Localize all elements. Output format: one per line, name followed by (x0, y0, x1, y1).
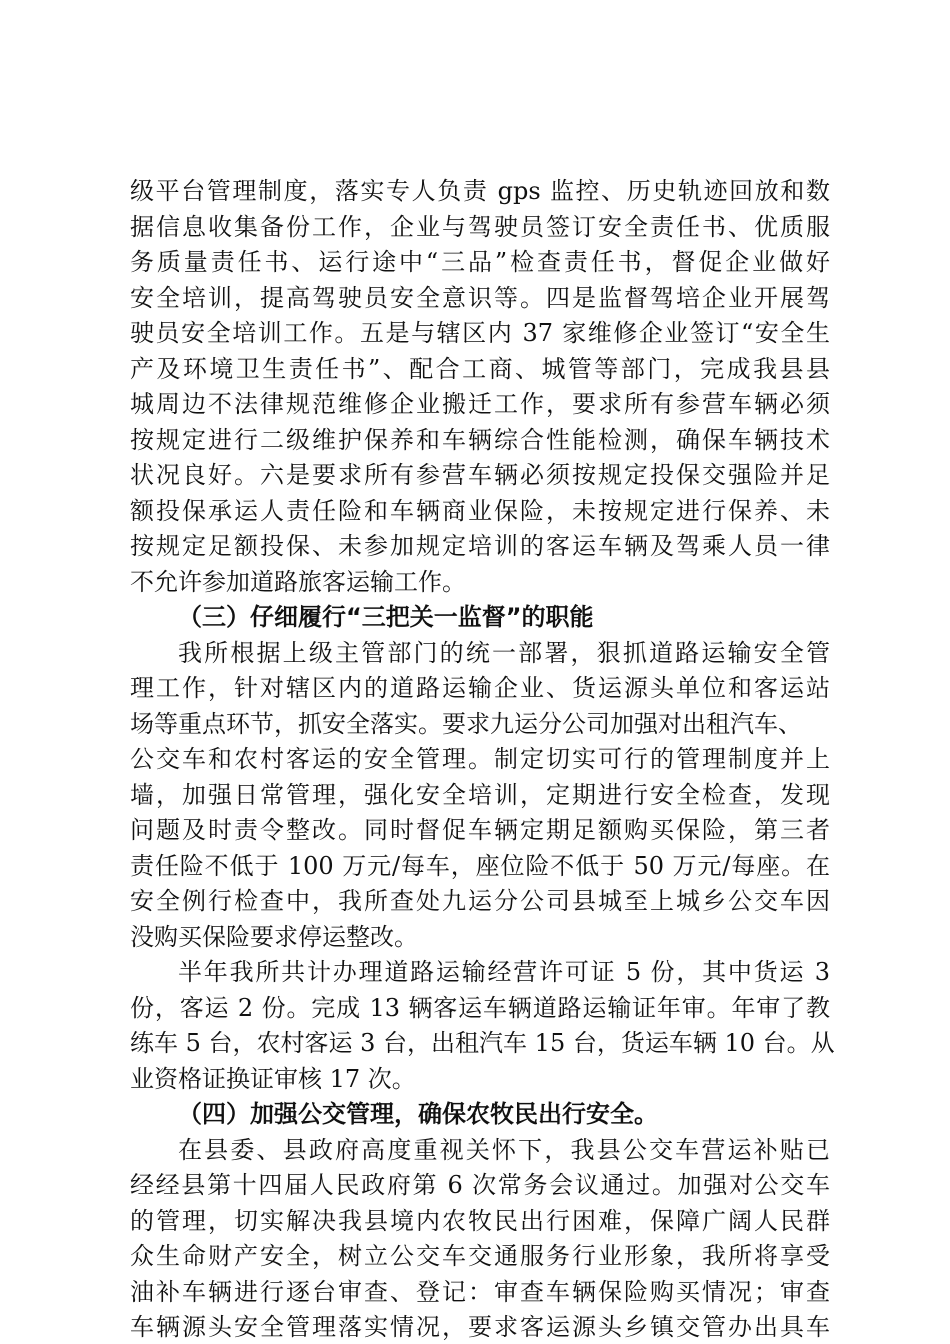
paragraph-line: 的管理，切实解决我县境内农牧民出行困难，保障广阔人民群 (130, 1207, 830, 1235)
paragraph-line: 我所根据上级主管部门的统一部署，狠抓道路运输安全管 (178, 639, 830, 667)
paragraph-line: 据信息收集备份工作，企业与驾驶员签订安全责任书、优质服 (130, 213, 830, 241)
paragraph-line: 驶员安全培训工作。五是与辖区内 37 家维修企业签订“安全生 (130, 319, 830, 347)
paragraph-line: 城周边不法律规范维修企业搬迁工作，要求所有参营车辆必须 (130, 390, 830, 418)
paragraph-line: 业资格证换证审核 17 次。 (130, 1065, 416, 1093)
paragraph-line: 车辆源头安全管理落实情况，要求客运源头乡镇交管办出具车 (130, 1313, 830, 1341)
paragraph-line: 在县委、县政府高度重视关怀下，我县公交车营运补贴已 (178, 1136, 830, 1164)
paragraph-line: 练车 5 台，农村客运 3 台，出租汽车 15 台，货运车辆 10 台。从 (130, 1029, 835, 1057)
paragraph-line: 按规定进行二级维护保养和车辆综合性能检测，确保车辆技术 (130, 426, 830, 454)
paragraph-line: 安全例行检查中，我所查处九运分公司县城至上城乡公交车因 (130, 887, 830, 915)
section-heading-3: （三）仔细履行“三把关一监督”的职能 (178, 603, 594, 631)
paragraph-line: 按规定足额投保、未参加规定培训的客运车辆及驾乘人员一律 (130, 532, 830, 560)
paragraph-line: 没购买保险要求停运整改。 (130, 923, 418, 951)
paragraph-line: 场等重点环节，抓安全落实。要求九运分公司加强对出租汽车、 (130, 710, 802, 738)
paragraph-line: 责任险不低于 100 万元/每车，座位险不低于 50 万元/每座。在 (130, 852, 830, 880)
paragraph-line: 级平台管理制度，落实专人负责 gps 监控、历史轨迹回放和数 (130, 177, 830, 205)
section-heading-4: （四）加强公交管理，确保农牧民出行安全。 (178, 1100, 658, 1128)
paragraph-line: 半年我所共计办理道路运输经营许可证 5 份，其中货运 3 (178, 958, 830, 986)
paragraph-line: 额投保承运人责任险和车辆商业保险，未按规定进行保养、未 (130, 497, 830, 525)
paragraph-line: 不允许参加道路旅客运输工作。 (130, 568, 466, 596)
paragraph-line: 务质量责任书、运行途中“三品”检查责任书，督促企业做好 (130, 248, 830, 276)
paragraph-line: 理工作，针对辖区内的道路运输企业、货运源头单位和客运站 (130, 674, 830, 702)
paragraph-line: 产及环境卫生责任书”、配合工商、城管等部门，完成我县县 (130, 355, 830, 383)
paragraph-line: 油补车辆进行逐台审查、登记：审查车辆保险购买情况；审查 (130, 1278, 830, 1306)
paragraph-line: 墙，加强日常管理，强化安全培训，定期进行安全检查，发现 (130, 781, 830, 809)
paragraph-line: 问题及时责令整改。同时督促车辆定期足额购买保险，第三者 (130, 816, 830, 844)
paragraph-line: 份，客运 2 份。完成 13 辆客运车辆道路运输证年审。年审了教 (130, 994, 830, 1022)
paragraph-line: 安全培训，提高驾驶员安全意识等。四是监督驾培企业开展驾 (130, 284, 830, 312)
paragraph-line: 公交车和农村客运的安全管理。制定切实可行的管理制度并上 (130, 745, 830, 773)
paragraph-line: 状况良好。六是要求所有参营车辆必须按规定投保交强险并足 (130, 461, 830, 489)
paragraph-line: 经经县第十四届人民政府第 6 次常务会议通过。加强对公交车 (130, 1171, 830, 1199)
paragraph-line: 众生命财产安全，树立公交车交通服务行业形象，我所将享受 (130, 1242, 830, 1270)
